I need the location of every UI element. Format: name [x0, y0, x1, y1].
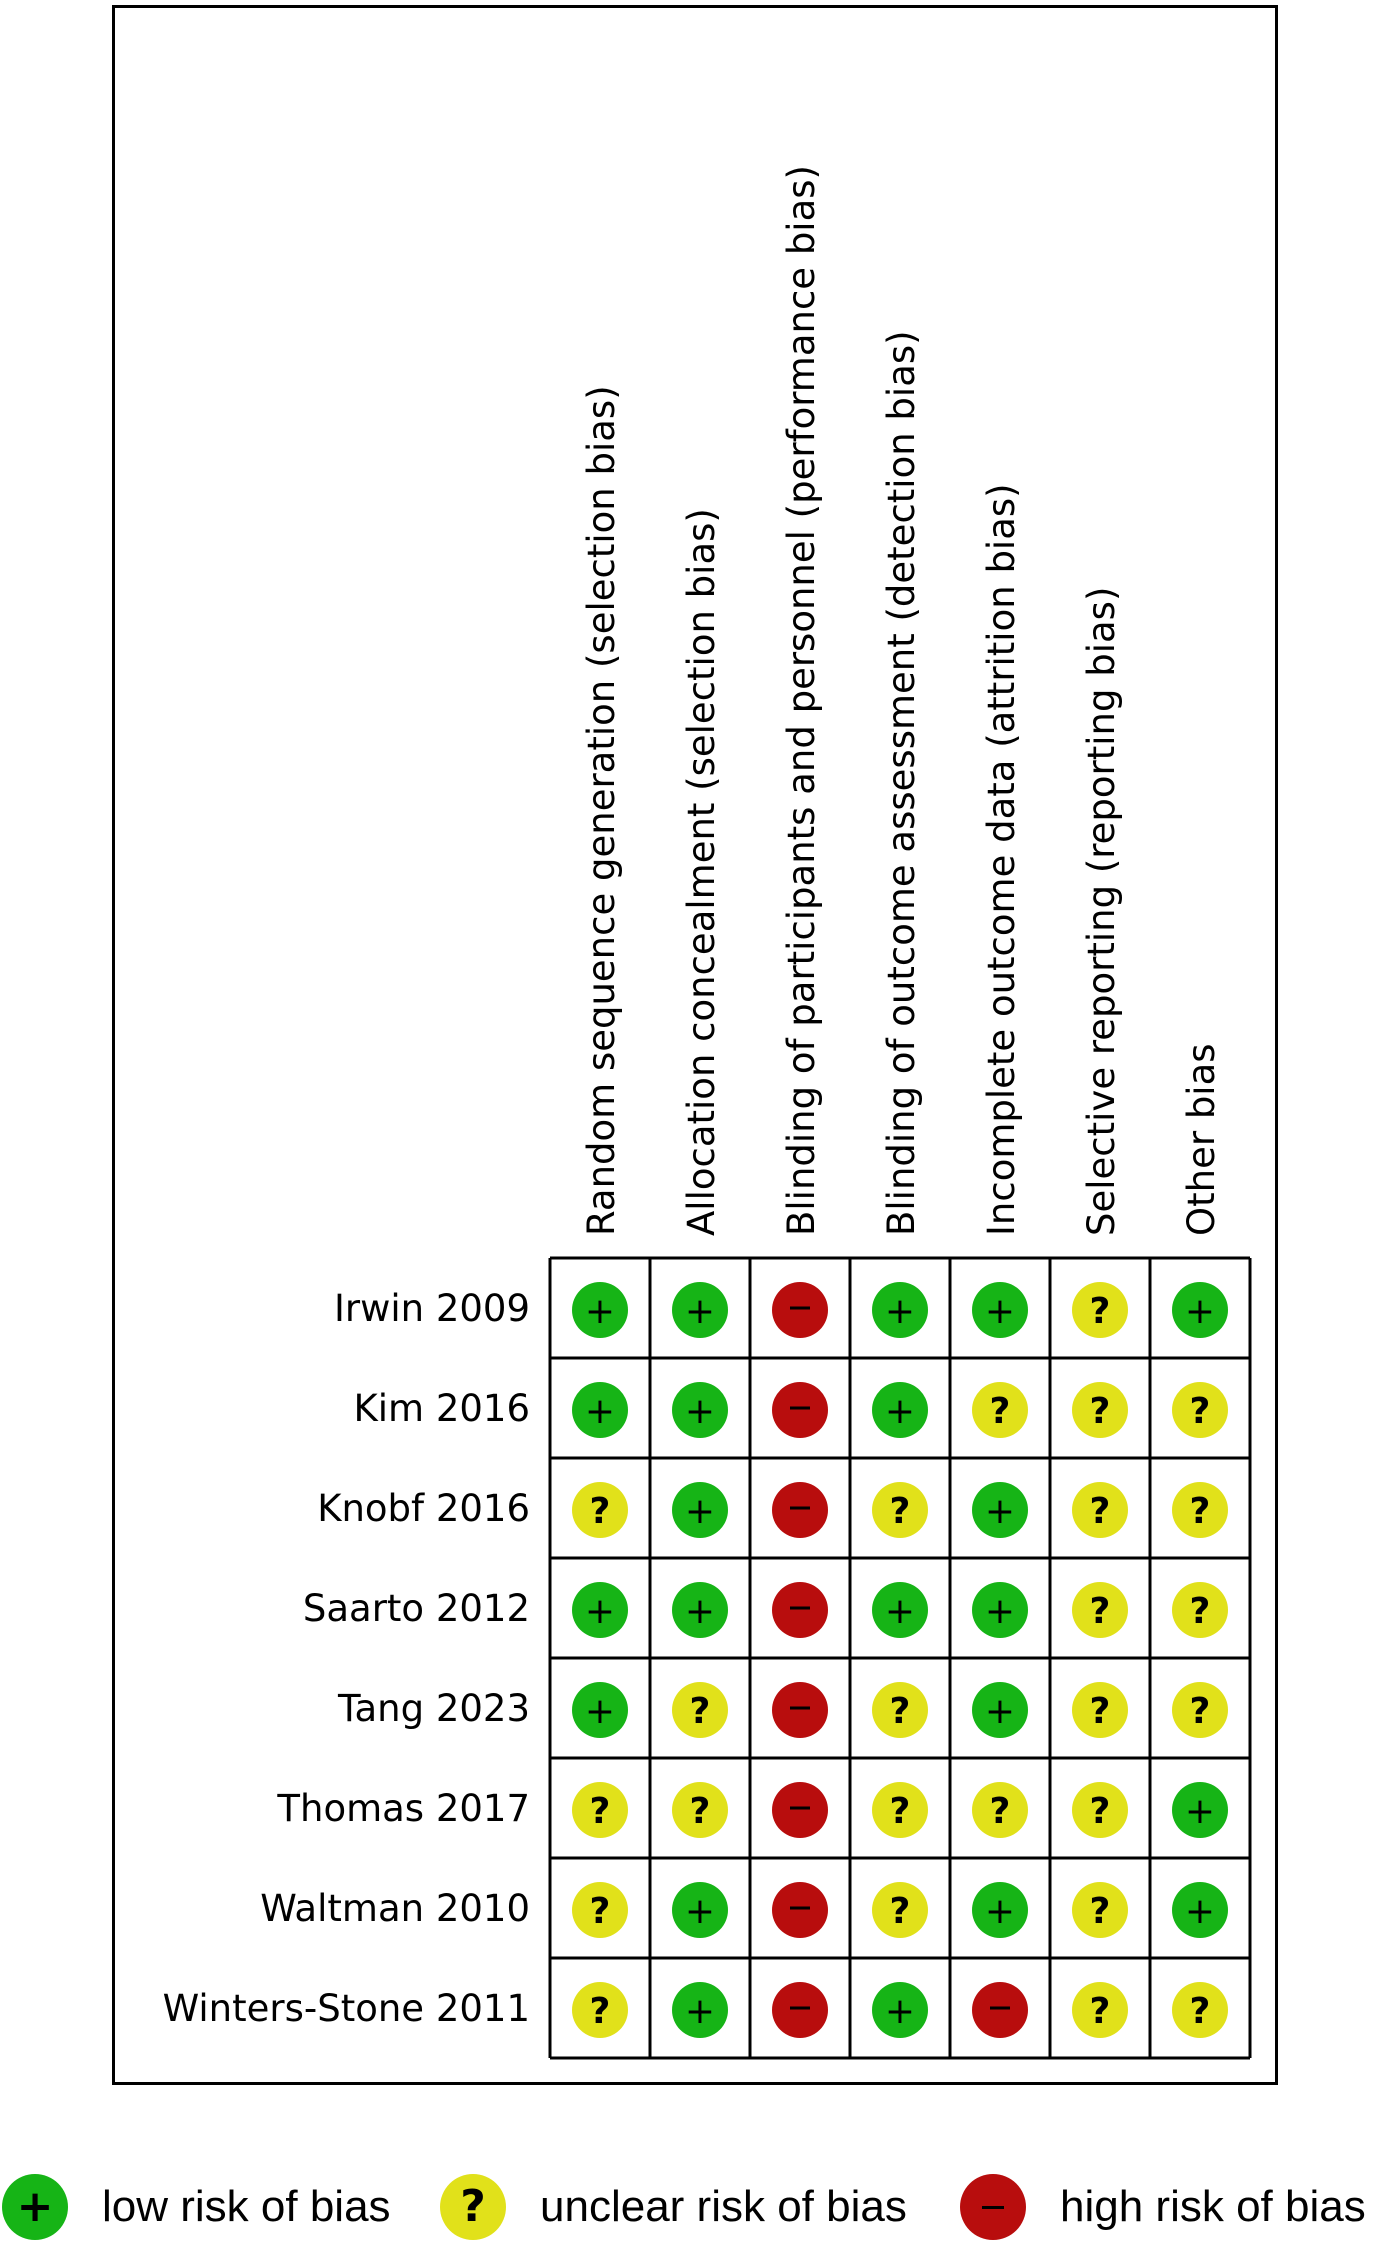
legend-unclear-symbol: ? [440, 2174, 506, 2240]
column-header-5: Incomplete outcome data (attrition bias) [980, 483, 1023, 1236]
rating-symbol: ? [589, 1491, 611, 1532]
rating-symbol: ? [989, 1791, 1011, 1832]
column-header-7: Other bias [1180, 1043, 1223, 1236]
rating-high-winters-stone-2011-col3 [772, 1982, 828, 2038]
rating-symbol: ? [1089, 1391, 1111, 1432]
column-header-4: Blinding of outcome assessment (detection bias) [880, 330, 923, 1236]
rating-symbol: ? [1189, 1491, 1211, 1532]
study-label-irwin-2009: Irwin 2009 [333, 1287, 530, 1330]
rating-symbol: + [984, 1691, 1016, 1732]
legend-item-high [960, 2172, 1366, 2242]
rating-symbol: + [984, 1491, 1016, 1532]
study-label-waltman-2010: Waltman 2010 [260, 1887, 530, 1930]
rating-symbol: + [884, 1391, 916, 1432]
column-header-1: Random sequence generation (selection bias) [580, 385, 623, 1236]
rating-symbol: + [584, 1391, 616, 1432]
legend-high-symbol [960, 2174, 1026, 2240]
rating-symbol: + [684, 1991, 716, 2032]
rating-symbol: + [684, 1391, 716, 1432]
rating-symbol: + [984, 1591, 1016, 1632]
legend-item-low [2, 2172, 391, 2242]
rating-symbol: + [884, 1991, 916, 2032]
rating-symbol: ? [1089, 1691, 1111, 1732]
column-header-3: Blinding of participants and personnel (performance bias) [780, 165, 823, 1236]
study-label-tang-2023: Tang 2023 [337, 1687, 530, 1730]
rating-high-waltman-2010-col3 [772, 1882, 828, 1938]
rating-high-knobf-2016-col3 [772, 1482, 828, 1538]
rating-symbol: ? [1189, 1391, 1211, 1432]
rating-high-thomas-2017-col3 [772, 1782, 828, 1838]
rating-symbol: ? [989, 1391, 1011, 1432]
rating-symbol: ? [689, 1791, 711, 1832]
rating-symbol: ? [1089, 1891, 1111, 1932]
rating-symbol: + [1184, 1891, 1216, 1932]
rating-symbol: + [1184, 1291, 1216, 1332]
rating-symbol: ? [1089, 1291, 1111, 1332]
rating-high-kim-2016-col3 [772, 1382, 828, 1438]
rating-symbol: + [984, 1891, 1016, 1932]
rating-symbol: + [884, 1591, 916, 1632]
rating-high-tang-2023-col3 [772, 1682, 828, 1738]
rating-symbol: + [584, 1691, 616, 1732]
rating-symbol: ? [889, 1691, 911, 1732]
rating-symbol: + [884, 1291, 916, 1332]
rating-symbol: ? [689, 1691, 711, 1732]
rating-symbol: ? [589, 1791, 611, 1832]
rating-symbol: ? [1089, 1991, 1111, 2032]
legend-high-label: high risk of bias [1060, 2182, 1366, 2231]
study-label-kim-2016: Kim 2016 [353, 1387, 530, 1430]
rating-symbol: ? [889, 1891, 911, 1932]
rating-symbol: ? [1089, 1791, 1111, 1832]
rating-symbol: ? [1089, 1491, 1111, 1532]
rating-symbol: + [584, 1291, 616, 1332]
legend-unclear-label: unclear risk of bias [540, 2182, 907, 2231]
rating-symbol: ? [889, 1491, 911, 1532]
rating-symbol: ? [1189, 1591, 1211, 1632]
rating-symbol: + [684, 1891, 716, 1932]
rating-symbol: ? [589, 1891, 611, 1932]
column-header-6: Selective reporting (reporting bias) [1080, 586, 1123, 1236]
rating-symbol: ? [1089, 1591, 1111, 1632]
rating-symbol: + [584, 1591, 616, 1632]
rating-symbol: + [1184, 1791, 1216, 1832]
rating-symbol: + [684, 1291, 716, 1332]
legend-low-label: low risk of bias [102, 2182, 391, 2231]
rating-symbol: + [984, 1291, 1016, 1332]
legend-item-unclear [440, 2172, 907, 2242]
rating-symbol: + [684, 1591, 716, 1632]
rating-symbol: + [684, 1491, 716, 1532]
rating-symbol: ? [1189, 1691, 1211, 1732]
rating-high-winters-stone-2011-col5 [972, 1982, 1028, 2038]
column-header-2: Allocation concealment (selection bias) [680, 508, 723, 1236]
rating-high-irwin-2009-col3 [772, 1282, 828, 1338]
study-label-thomas-2017: Thomas 2017 [277, 1787, 530, 1830]
study-label-knobf-2016: Knobf 2016 [317, 1487, 530, 1530]
study-label-winters-stone-2011: Winters-Stone 2011 [162, 1987, 530, 2030]
legend-low-symbol: + [2, 2174, 68, 2240]
rating-symbol: ? [589, 1991, 611, 2032]
study-label-saarto-2012: Saarto 2012 [302, 1587, 530, 1630]
rating-symbol: ? [1189, 1991, 1211, 2032]
rating-high-saarto-2012-col3 [772, 1582, 828, 1638]
rating-symbol: ? [889, 1791, 911, 1832]
